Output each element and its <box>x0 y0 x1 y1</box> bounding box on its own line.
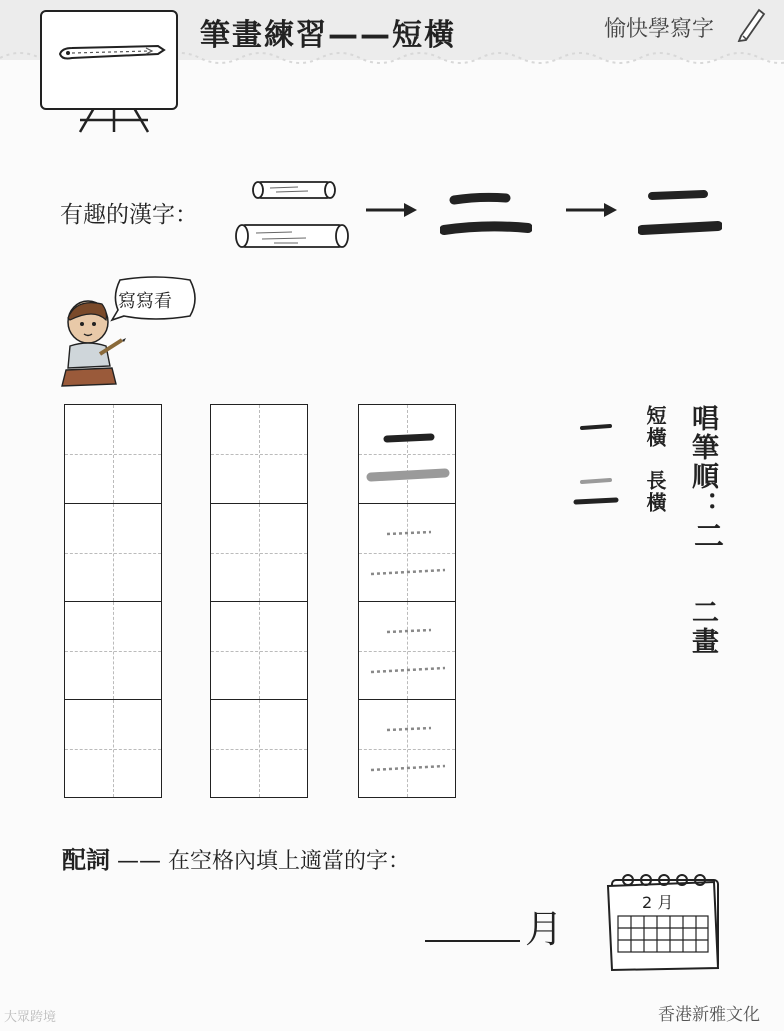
brush-stroke-two-icon <box>440 188 532 240</box>
calendar-month: 2 月 <box>642 893 674 912</box>
easel-board-icon <box>40 10 178 110</box>
trace-cell[interactable] <box>359 503 455 601</box>
stroke-order-title: 唱筆順： <box>687 404 718 520</box>
stroke-order-demo-char <box>572 414 620 510</box>
phrase-heading <box>62 840 410 875</box>
practice-cell[interactable] <box>211 503 307 601</box>
phrase-instruction: —— 在空格內填上適當的字： <box>117 849 410 874</box>
practice-grid-1 <box>64 404 162 798</box>
short-horizontal-label: 短橫 <box>643 405 667 449</box>
arrow-right-icon <box>366 202 418 218</box>
stroke-count: 二畫 <box>687 598 718 656</box>
page-title: 筆畫練習——短橫 <box>200 18 456 53</box>
stroke-order-chars: 二 <box>688 520 723 552</box>
long-horizontal-label: 長橫 <box>643 470 667 514</box>
calendar-icon <box>602 868 726 976</box>
easel-legs-icon <box>74 108 154 134</box>
trace-guide <box>359 700 457 798</box>
watermark-right: 香港新雅文化 <box>658 1005 760 1025</box>
practice-cell[interactable] <box>65 405 161 503</box>
model-character-two <box>359 405 457 503</box>
model-cell <box>359 405 455 503</box>
wooden-log-short-icon <box>252 178 336 202</box>
fun-characters-label: 有趣的漢字： <box>60 202 198 228</box>
trace-cell[interactable] <box>359 601 455 699</box>
practice-cell[interactable] <box>211 405 307 503</box>
practice-cell[interactable] <box>65 601 161 699</box>
wooden-log-long-icon <box>234 221 350 251</box>
arrow-right-icon <box>566 202 618 218</box>
phrase-blank-char: 月 <box>525 907 564 951</box>
practice-cell[interactable] <box>211 601 307 699</box>
watermark-left: 大眾跨境 <box>4 1010 57 1025</box>
speech-bubble-text: 寫寫看 <box>118 291 172 312</box>
practice-cell[interactable] <box>65 503 161 601</box>
trace-guide <box>359 504 457 602</box>
practice-grid-3 <box>358 404 456 798</box>
log-stroke-illustration <box>42 12 176 72</box>
phrase-title: 配詞 <box>62 846 110 874</box>
pencil-icon <box>735 6 767 42</box>
answer-blank[interactable] <box>425 940 520 942</box>
series-title: 愉快學寫字 <box>604 17 715 42</box>
practice-cell[interactable] <box>65 699 161 797</box>
practice-grid-2 <box>210 404 308 798</box>
character-two-icon <box>638 186 722 240</box>
trace-guide <box>359 602 457 700</box>
trace-cell[interactable] <box>359 699 455 797</box>
practice-cell[interactable] <box>211 699 307 797</box>
